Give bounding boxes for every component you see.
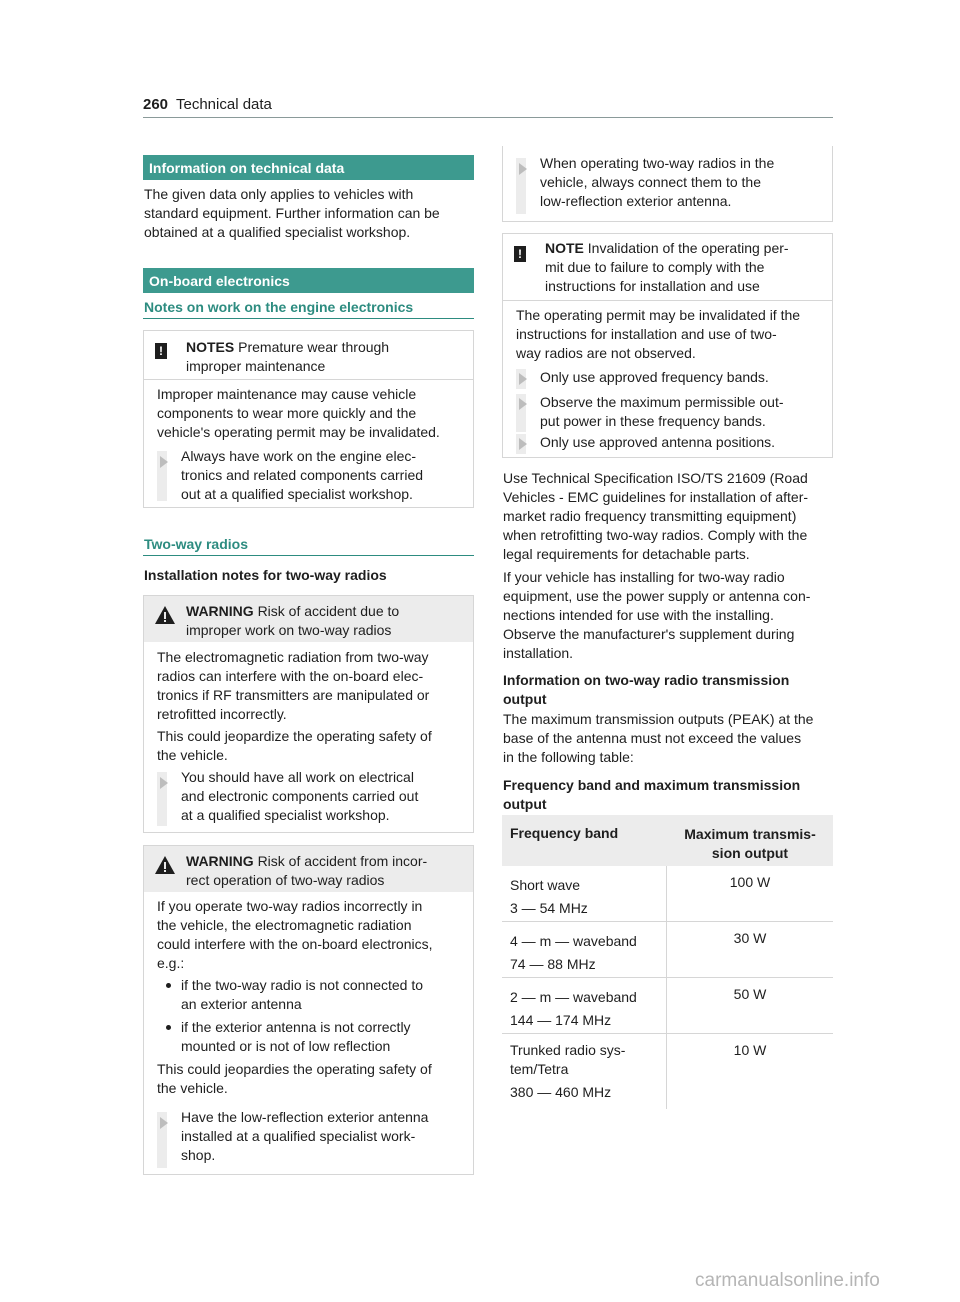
notes-box-header: [144, 331, 473, 380]
warning-label: WARNING: [186, 853, 254, 869]
text-line: output: [503, 691, 547, 707]
text-line: This could jeopardies the operating safety of: [157, 1061, 432, 1077]
subheading-two-way-radios: Two-way radios: [144, 536, 248, 552]
text-line: the vehicle.: [157, 1080, 228, 1096]
subheading-rule: [143, 318, 474, 319]
subheading-notes-engine: Notes on work on the engine electronics: [144, 299, 414, 315]
notes-box: [143, 330, 474, 508]
arrow-right-icon: [519, 398, 527, 410]
section-heading-info-text: Information on technical data: [149, 159, 345, 176]
text-line: tronics and related components carried: [181, 467, 424, 483]
text-line: nections intended for use with the installing.: [503, 607, 774, 623]
text-line: rect operation of two-way radios: [186, 872, 385, 888]
arrow-right-icon: [160, 1117, 168, 1129]
column-header-output: [667, 815, 833, 866]
paragraph-iso: [503, 469, 835, 564]
text-line: Have the low-reflection exterior antenna: [181, 1109, 429, 1125]
text-line: when retrofitting two-way radios. Comply with the: [503, 527, 808, 543]
step-item: [516, 394, 826, 432]
text-line: The given data only applies to vehicles with: [144, 186, 414, 202]
text-line: if the two-way radio is not connected to: [181, 977, 424, 993]
text-line: mit due to failure to comply with the: [545, 259, 765, 275]
transmission-body: [503, 710, 835, 767]
table-cell-band: [502, 1034, 667, 1109]
text-line: in the following table:: [503, 749, 634, 765]
table-cell-band: [502, 866, 667, 921]
text-line: 144 — 174 MHz: [510, 1012, 612, 1028]
text-line: Vehicles - EMC guidelines for installation of after-: [503, 489, 809, 505]
exclamation-icon: !: [514, 246, 526, 262]
table-row: [502, 922, 833, 978]
info-body: [144, 185, 474, 242]
text-line: the vehicle.: [157, 747, 228, 763]
note-box-body: [516, 306, 800, 363]
text-line: vehicle's operating permit may be invalidated.: [157, 424, 440, 440]
arrow-right-icon: [519, 438, 527, 450]
bullet-icon: [166, 983, 171, 988]
text-line: If you operate two-way radios incorrectly in: [157, 898, 423, 914]
text-line: put power in these frequency bands.: [540, 413, 766, 429]
step-text: [540, 154, 774, 211]
text-line: market radio frequency transmitting equipment): [503, 508, 797, 524]
table-heading: [503, 776, 800, 814]
table-cell-band: [502, 922, 667, 977]
text-line: Always have work on the engine elec-: [181, 448, 417, 464]
bullet-item: [157, 1018, 472, 1056]
text-line: improper work on two-way radios: [186, 622, 392, 638]
subheading-rule: [143, 555, 474, 556]
warning-box-header: [144, 596, 473, 642]
text-line: equipment, use the power supply or antenna con-: [503, 588, 811, 604]
step-item: [157, 448, 467, 502]
warning-body: [157, 648, 432, 765]
text-line: the vehicle, the electromagnetic radiation: [157, 917, 412, 933]
warning-box-1: [143, 595, 474, 833]
text-line: Premature wear through: [238, 339, 390, 355]
text-line: retrofitted incorrectly.: [157, 706, 287, 722]
text-line: Improper maintenance may cause vehicle: [157, 386, 417, 402]
transmission-heading: [503, 671, 789, 709]
section-heading-onboard: [143, 268, 474, 293]
warning-label: WARNING: [186, 603, 254, 619]
step-item: [516, 434, 826, 454]
table-cell-output: 50 W: [733, 986, 767, 1002]
text-line: vehicle, always connect them to the: [540, 174, 762, 190]
text-line: Observe the manufacturer's supplement during: [503, 626, 795, 642]
warning-triangle-icon: [154, 855, 176, 875]
table-row: [502, 978, 833, 1034]
arrow-right-icon: [160, 777, 168, 789]
warning-body: [157, 897, 472, 1098]
arrow-right-icon: [519, 373, 527, 385]
warning-title: [186, 852, 427, 890]
text-line: installed at a qualified specialist work-: [181, 1128, 416, 1144]
warning-title: [186, 602, 399, 640]
text-line: mounted or is not of low reflection: [181, 1038, 391, 1054]
note-box-title: [545, 239, 789, 296]
text-line: low-reflection exterior antenna.: [540, 193, 732, 209]
text-line: at a qualified specialist workshop.: [181, 807, 390, 823]
table-cell-output: 100 W: [729, 874, 771, 890]
step-text: [540, 393, 784, 431]
warning-triangle-icon: [154, 605, 176, 625]
table-row: [502, 1034, 833, 1109]
text-line: Short wave: [510, 877, 581, 893]
step-text: [181, 1108, 428, 1165]
bullet-item: [157, 976, 472, 1014]
notes-label: NOTES: [186, 339, 235, 355]
step-item: [157, 769, 467, 826]
text-line: tronics if RF transmitters are manipulated or: [157, 687, 430, 703]
text-line: and electronic components carried out: [181, 788, 419, 804]
text-line: This could jeopardize the operating safety of: [157, 728, 432, 744]
text-line: instructions for installation and use: [545, 278, 760, 294]
section-heading-onboard-text: On-board electronics: [149, 272, 290, 289]
text-line: components to wear more quickly and the: [157, 405, 417, 421]
text-line: The electromagnetic radiation from two-way: [157, 649, 429, 665]
frequency-table: [502, 815, 833, 1109]
text-line: You should have all work on electrical: [181, 769, 414, 785]
paragraph-installing: [503, 568, 835, 663]
text-line: Invalidation of the operating per-: [587, 240, 789, 256]
text-line: Trunked radio sys-: [510, 1042, 626, 1058]
text-line: base of the antenna must not exceed the values: [503, 730, 802, 746]
warning-box-2: [143, 845, 474, 1175]
note-label: NOTE: [545, 240, 584, 256]
note-box-header: [503, 234, 832, 301]
text-line: Frequency band and maximum transmission: [503, 777, 801, 793]
note-box: [502, 233, 833, 458]
text-line: out at a qualified specialist workshop.: [181, 486, 413, 502]
text-line: 3 — 54 MHz: [510, 900, 588, 916]
text-line: Observe the maximum permissible out-: [540, 394, 784, 410]
text-line: 2 — m — waveband: [510, 989, 637, 1005]
text-line: 4 — m — waveband: [510, 933, 637, 949]
notes-box-body: [157, 385, 440, 442]
table-row: [502, 866, 833, 922]
text-line: sion output: [711, 845, 789, 861]
table-cell-band: [502, 978, 667, 1033]
text-line: The maximum transmission outputs (PEAK) at the: [503, 711, 814, 727]
text-line: legal requirements for detachable parts.: [503, 546, 750, 562]
text-line: standard equipment. Further information can be: [144, 205, 440, 221]
notes-box-title: [186, 338, 389, 376]
text-line: If your vehicle has installing for two-way radio: [503, 569, 785, 585]
text-line: output: [503, 796, 547, 812]
page-number: 260: [143, 96, 169, 113]
bullet-icon: [166, 1025, 171, 1030]
table-cell-output: 10 W: [733, 1042, 767, 1058]
arrow-right-icon: [519, 163, 527, 175]
text-line: Information on two-way radio transmission: [503, 672, 790, 688]
warning-box-header: [144, 846, 473, 892]
step-item: [516, 155, 826, 214]
table-cell-output: 30 W: [733, 930, 767, 946]
step-text: Only use approved frequency bands.: [540, 369, 769, 385]
watermark: carmanualsonline.info: [695, 1270, 880, 1291]
text-line: Maximum transmis-: [684, 826, 816, 842]
text-line: tem/Tetra: [510, 1061, 569, 1077]
step-text: [181, 768, 418, 825]
text-line: When operating two-way radios in the: [540, 155, 775, 171]
text-line: an exterior antenna: [181, 996, 302, 1012]
text-line: 74 — 88 MHz: [510, 956, 596, 972]
text-line: 380 — 460 MHz: [510, 1084, 612, 1100]
text-line: instructions for installation and use of two-: [516, 326, 777, 342]
text-line: radios can interfere with the on-board elec-: [157, 668, 424, 684]
text-line: obtained at a qualified specialist workshop.: [144, 224, 411, 240]
table-header-row: [502, 815, 833, 866]
arrow-right-icon: [160, 456, 168, 468]
text-line: way radios are not observed.: [516, 345, 696, 361]
text-line: Use Technical Specification ISO/TS 21609 (Road: [503, 470, 808, 486]
text-line: The operating permit may be invalidated if the: [516, 307, 801, 323]
section-heading-info: [143, 155, 474, 180]
exclamation-icon: !: [155, 343, 167, 359]
step-text: Only use approved antenna positions.: [540, 434, 776, 450]
text-line: Risk of accident from incor-: [257, 853, 428, 869]
text-line: shop.: [181, 1147, 216, 1163]
step-item: [516, 369, 826, 389]
page-title: Technical data: [176, 96, 272, 113]
install-heading: Installation notes for two-way radios: [144, 567, 387, 583]
text-line: could interfere with the on-board electronics,: [157, 936, 433, 952]
step-item: [157, 1109, 467, 1168]
column-header-band: Frequency band: [510, 825, 619, 841]
header-rule: [143, 117, 833, 118]
text-line: improper maintenance: [186, 358, 326, 374]
text-line: installation.: [503, 645, 574, 661]
text-line: Risk of accident due to: [257, 603, 400, 619]
continued-box: [502, 146, 833, 222]
text-line: e.g.:: [157, 955, 185, 971]
step-text: [181, 447, 423, 504]
text-line: if the exterior antenna is not correctly: [181, 1019, 411, 1035]
